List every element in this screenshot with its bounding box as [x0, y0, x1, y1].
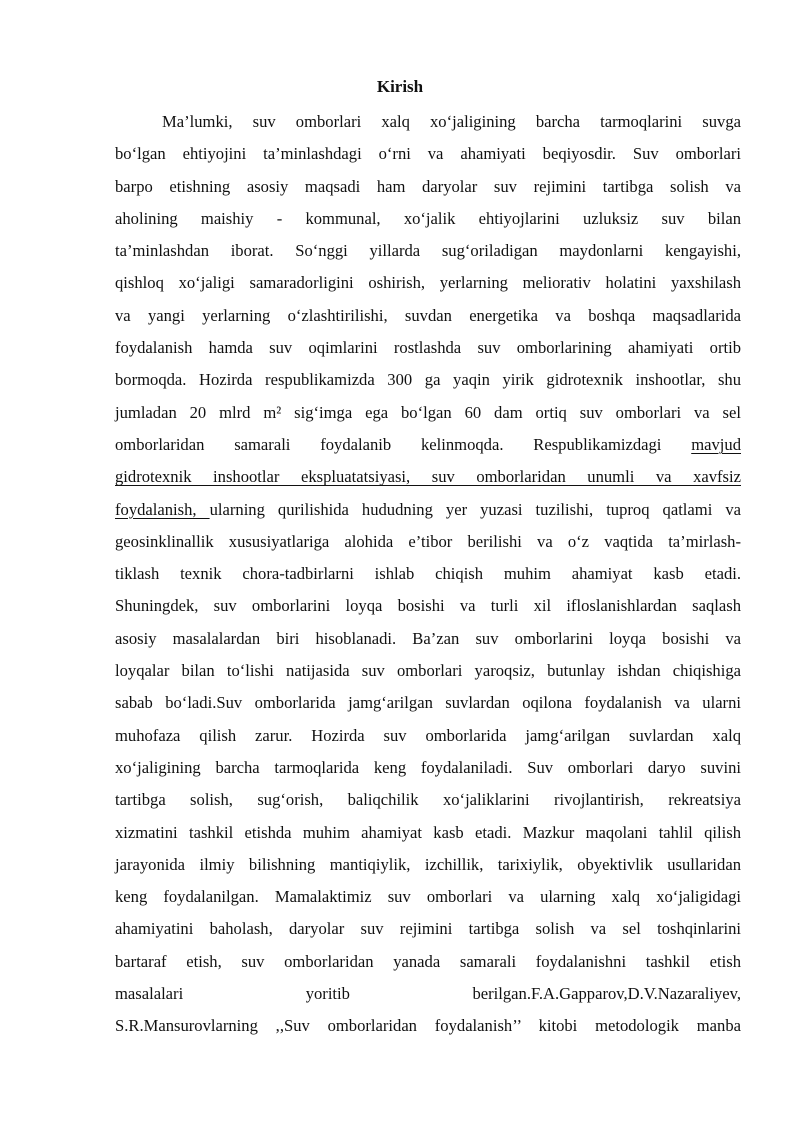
- text-line: bormoqda. Hozirda respublikamizda 300 ga yaqin yirik gidrotexnik inshootlar, shu: [115, 370, 741, 390]
- text-line: masalalari yoritib berilgan.F.A.Gapparov,D.V.Nazaraliyev,: [115, 984, 741, 1004]
- text-line: xo‘jaligining barcha tarmoqlarida keng foydalaniladi. Suv omborlari daryo suvini: [115, 757, 741, 777]
- text-line: aholining maishiy - kommunal, xo‘jalik ehtiyojlarini uzluksiz suv bilan: [115, 208, 741, 228]
- text-line: geosinklinallik xususiyatlariga alohida e’tibor berilishi va o‘z vaqtida ta’mirlash-: [115, 531, 741, 551]
- text-line: ahamiyatini baholash, daryolar suv rejimini tartibga solish va sel toshqinlarini: [115, 919, 741, 939]
- text-line: tiklash texnik chora-tadbirlarni ishlab chiqish muhim ahamiyat kasb etadi.: [115, 564, 741, 584]
- text-line: barpo etishning asosiy maqsadi ham daryolar suv rejimini tartibga solish va: [115, 176, 741, 196]
- text-line: asosiy masalalardan biri hisoblanadi. Ba’zan suv omborlarini loyqa bosishi va: [115, 628, 741, 648]
- text-line: jumladan 20 mlrd m² sig‘imga ega bo‘lgan 60 dam ortiq suv omborlari va sel: [115, 402, 741, 422]
- text-line: [115, 494, 741, 526]
- text-line: ta’minlashdan iborat. So‘nggi yillarda sug‘oriladigan maydonlarni kengayishi,: [115, 241, 741, 261]
- text-line: keng foydalanilgan. Mamalaktimiz suv omborlari va ularning xalq xo‘jaligidagi: [115, 887, 741, 907]
- text-line: muhofaza qilish zarur. Hozirda suv omborlarida jamg‘arilgan suvlardan xalq: [115, 725, 741, 745]
- text-line: va yangi yerlarning o‘zlashtirilishi, suvdan energetika va boshqa maqsadlarida: [115, 305, 741, 325]
- text-line: [115, 429, 741, 461]
- text-line: Shuningdek, suv omborlarini loyqa bosishi va turli xil ifloslanishlardan saqlash: [115, 596, 741, 616]
- underlined-text: foydalanish,: [115, 499, 210, 519]
- text-line: Ma’lumki, suv omborlari xalq xo‘jaligining barcha tarmoqlarini suvga: [162, 112, 741, 131]
- text-line: qishloq xo‘jaligi samaradorligini oshirish, yerlarning meliorativ holatini yaxshilash: [115, 273, 741, 293]
- text-line: bartaraf etish, suv omborlaridan yanada samarali foydalanishni tashkil etish: [115, 951, 741, 971]
- text-line: sabab bo‘ladi.Suv omborlarida jamg‘arilgan suvlardan oqilona foydalanish va ularni: [115, 693, 741, 713]
- text-line: foydalanish hamda suv oqimlarini rostlashda suv omborlarining ahamiyati ortib: [115, 338, 741, 358]
- text-line: xizmatini tashkil etishda muhim ahamiyat kasb etadi. Mazkur maqolani tahlil qilish: [115, 822, 741, 842]
- underlined-text: mavjud: [691, 434, 741, 454]
- text-line: S.R.Mansurovlarning ,,Suv omborlaridan foydalanish’’ kitobi metodologik manba: [115, 1016, 741, 1036]
- underlined-text-line: gidrotexnik inshootlar ekspluatatsiyasi, suv omborlaridan unumli va xavfsiz: [115, 467, 741, 487]
- text-line: loyqalar bilan to‘lishi natijasida suv omborlari yaroqsiz, butunlay ishdan chiqishiga: [115, 661, 741, 681]
- document-title: Kirish: [376, 77, 424, 96]
- text-line: tartibga solish, sug‘orish, baliqchilik xo‘jaliklarini rivojlantirish, rekreatsiya: [115, 790, 741, 810]
- text-line: jarayonida ilmiy bilishning mantiqiylik, izchillik, tarixiylik, obyektivlik usullaridan: [115, 854, 741, 874]
- text-line: bo‘lgan ehtiyojini ta’minlashdagi o‘rni va ahamiyati beqiyosdir. Suv omborlari: [115, 144, 741, 164]
- text-segment: ularning qurilishida hududning yer yuzasi tuzilishi, tuproq qatlami va: [209, 499, 741, 519]
- text-segment: omborlaridan samarali foydalanib kelinmoqda. Respublikamizdagi: [115, 434, 692, 454]
- document-body: [115, 106, 741, 1043]
